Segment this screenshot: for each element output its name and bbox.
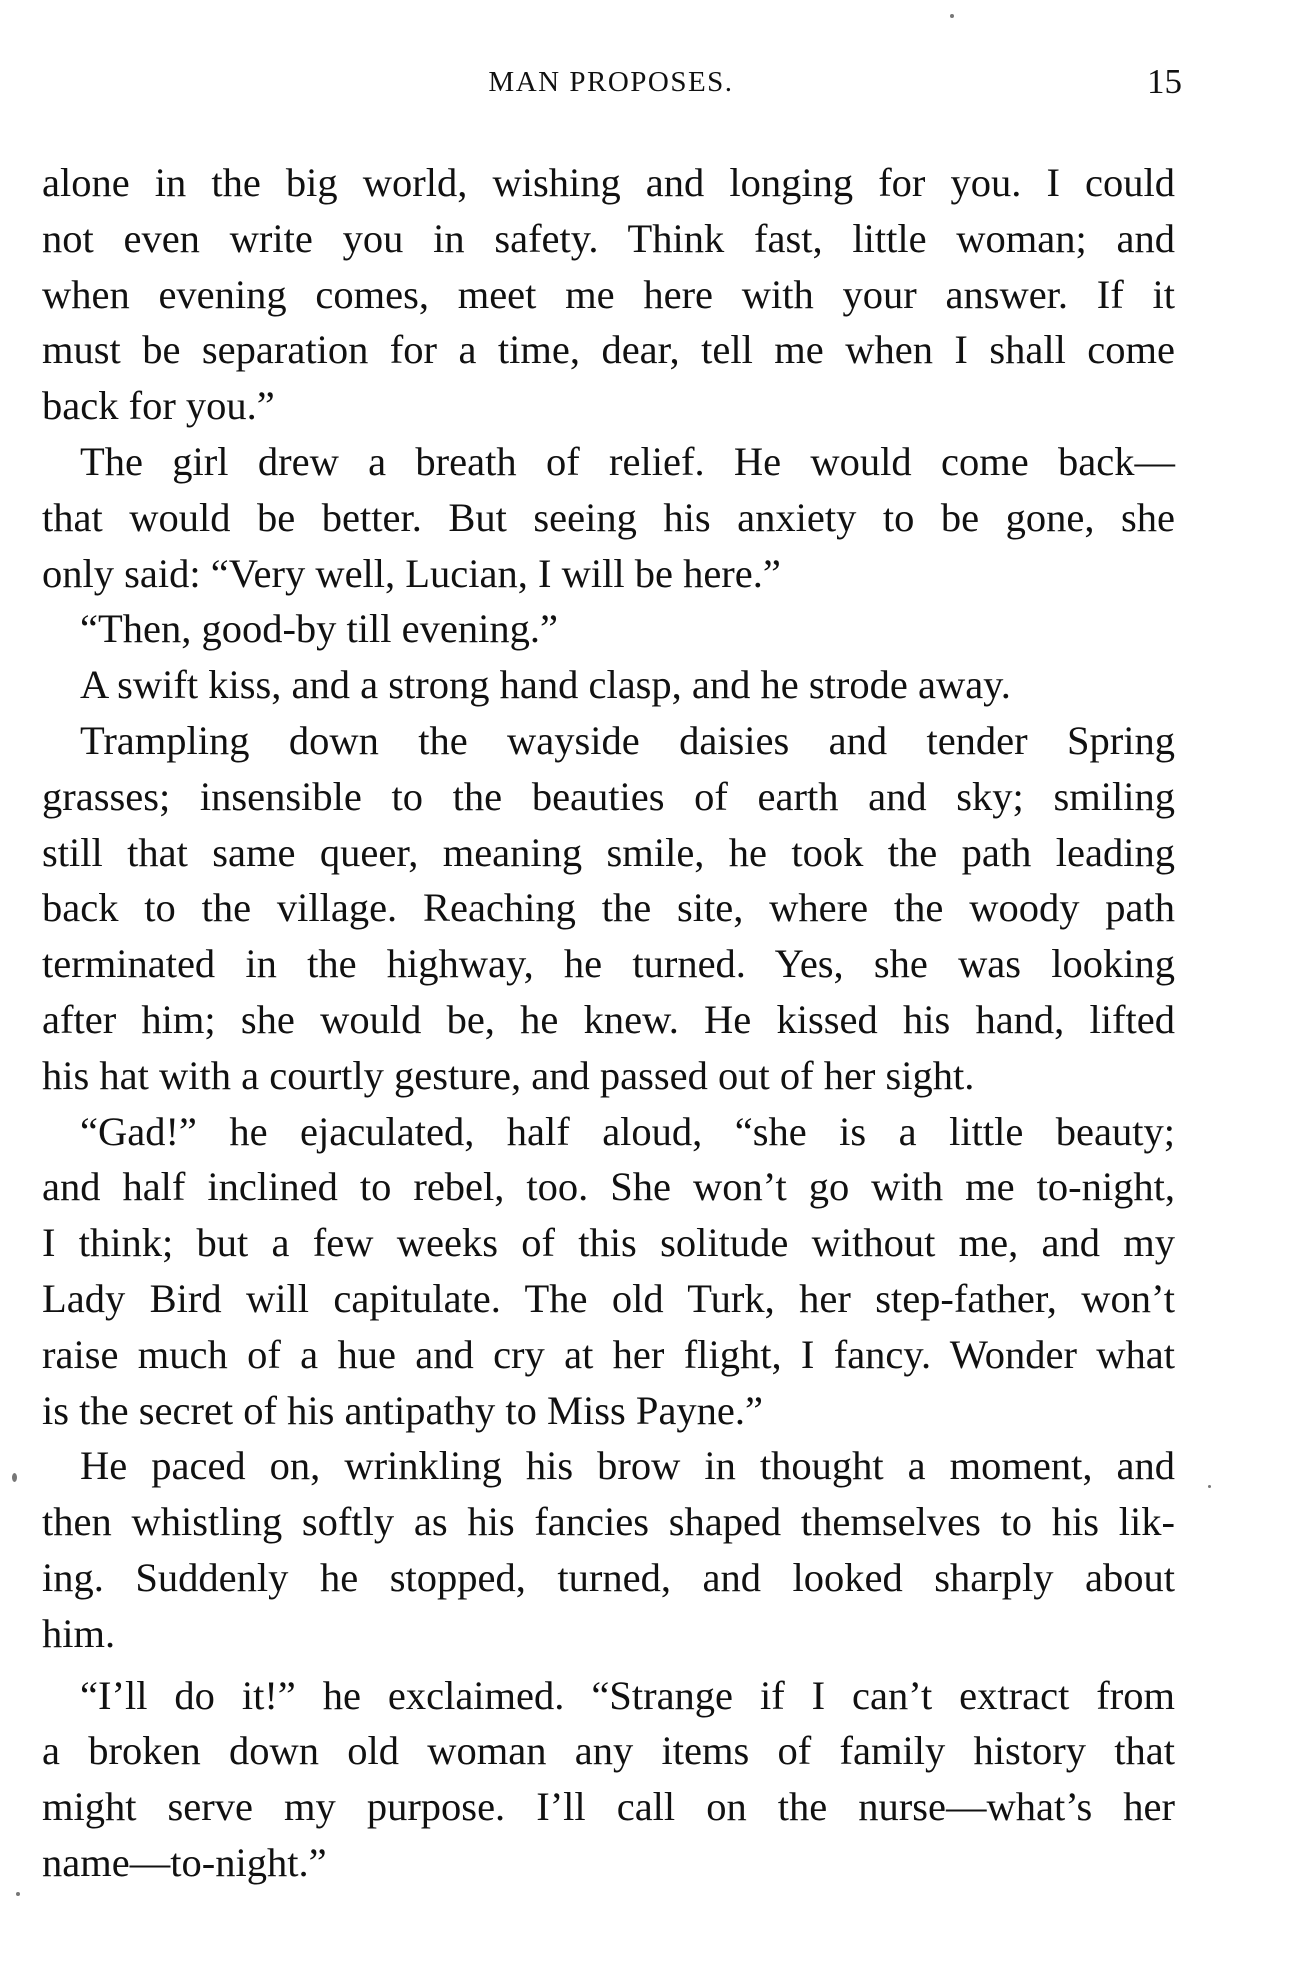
- text-line: a broken down old woman any items of family history that: [42, 1728, 1175, 1774]
- text-line: after him; she would be, he knew. He kissed his hand, lifted: [42, 996, 1175, 1042]
- paragraph: [42, 1438, 1175, 1661]
- text-line: only said: “Very well, Lucian, I will be here.”: [42, 550, 781, 596]
- text-line: that would be better. But seeing his anxiety to be gone, she: [42, 494, 1175, 540]
- paragraph: [42, 434, 1175, 601]
- print-speck: [12, 1473, 17, 1482]
- paragraph: [42, 1104, 1175, 1439]
- running-head: [40, 62, 1182, 106]
- text-line: grasses; insensible to the beauties of earth and sky; smiling: [42, 773, 1175, 819]
- text-line: then whistling softly as his fancies shaped themselves to his lik-: [42, 1499, 1175, 1545]
- paragraph: [42, 1668, 1175, 1891]
- text-line: back for you.”: [42, 383, 275, 429]
- text-line: ing. Suddenly he stopped, turned, and looked sharply about: [42, 1554, 1175, 1600]
- text-line: “Gad!” he ejaculated, half aloud, “she is a little beauty;: [80, 1108, 1175, 1154]
- print-speck: [950, 14, 954, 18]
- text-line: back to the village. Reaching the site, where the woody path: [42, 885, 1175, 931]
- text-line: when evening comes, meet me here with your answer. If it: [42, 271, 1175, 317]
- text-line: him.: [42, 1610, 116, 1656]
- text-line: A swift kiss, and a strong hand clasp, and he strode away.: [80, 662, 1011, 708]
- text-line: He paced on, wrinkling his brow in thought a moment, and: [80, 1443, 1175, 1489]
- text-line: and half inclined to rebel, too. She won’t go with me to-night,: [42, 1164, 1175, 1210]
- text-line: alone in the big world, wishing and longing for you. I could: [42, 160, 1175, 205]
- text-line: terminated in the highway, he turned. Yes, she was looking: [42, 941, 1175, 987]
- paragraph: [42, 155, 1175, 434]
- text-line: “I’ll do it!” he exclaimed. “Strange if I can’t extract from: [80, 1672, 1175, 1718]
- text-line: The girl drew a breath of relief. He would come back—: [80, 438, 1175, 484]
- text-line: I think; but a few weeks of this solitude without me, and my: [42, 1220, 1175, 1266]
- text-line: might serve my purpose. I’ll call on the nurse—what’s her: [42, 1784, 1175, 1830]
- text-line: raise much of a hue and cry at her flight, I fancy. Wonder what: [42, 1331, 1175, 1377]
- text-line: not even write you in safety. Think fast, little woman; and: [42, 215, 1175, 261]
- body-text: [42, 155, 1175, 1891]
- text-line: “Then, good-by till evening.”: [80, 606, 558, 652]
- paragraph: [42, 657, 1175, 713]
- text-line: is the secret of his antipathy to Miss Payne.”: [42, 1387, 763, 1433]
- paragraph: [42, 713, 1175, 1104]
- text-line: must be separation for a time, dear, tell me when I shall come: [42, 327, 1175, 373]
- text-line: still that same queer, meaning smile, he took the path leading: [42, 829, 1175, 875]
- print-speck: [16, 1892, 20, 1896]
- running-title: MAN PROPOSES.: [488, 66, 734, 98]
- text-line: name—to-night.”: [42, 1839, 327, 1885]
- paragraph: [42, 601, 1175, 657]
- page-number: 15: [1147, 62, 1182, 101]
- text-line: Trampling down the wayside daisies and tender Spring: [80, 717, 1175, 763]
- print-speck: [1208, 1485, 1211, 1488]
- text-line: Lady Bird will capitulate. The old Turk, her step-father, won’t: [42, 1275, 1175, 1321]
- text-line: his hat with a courtly gesture, and passed out of her sight.: [42, 1052, 975, 1098]
